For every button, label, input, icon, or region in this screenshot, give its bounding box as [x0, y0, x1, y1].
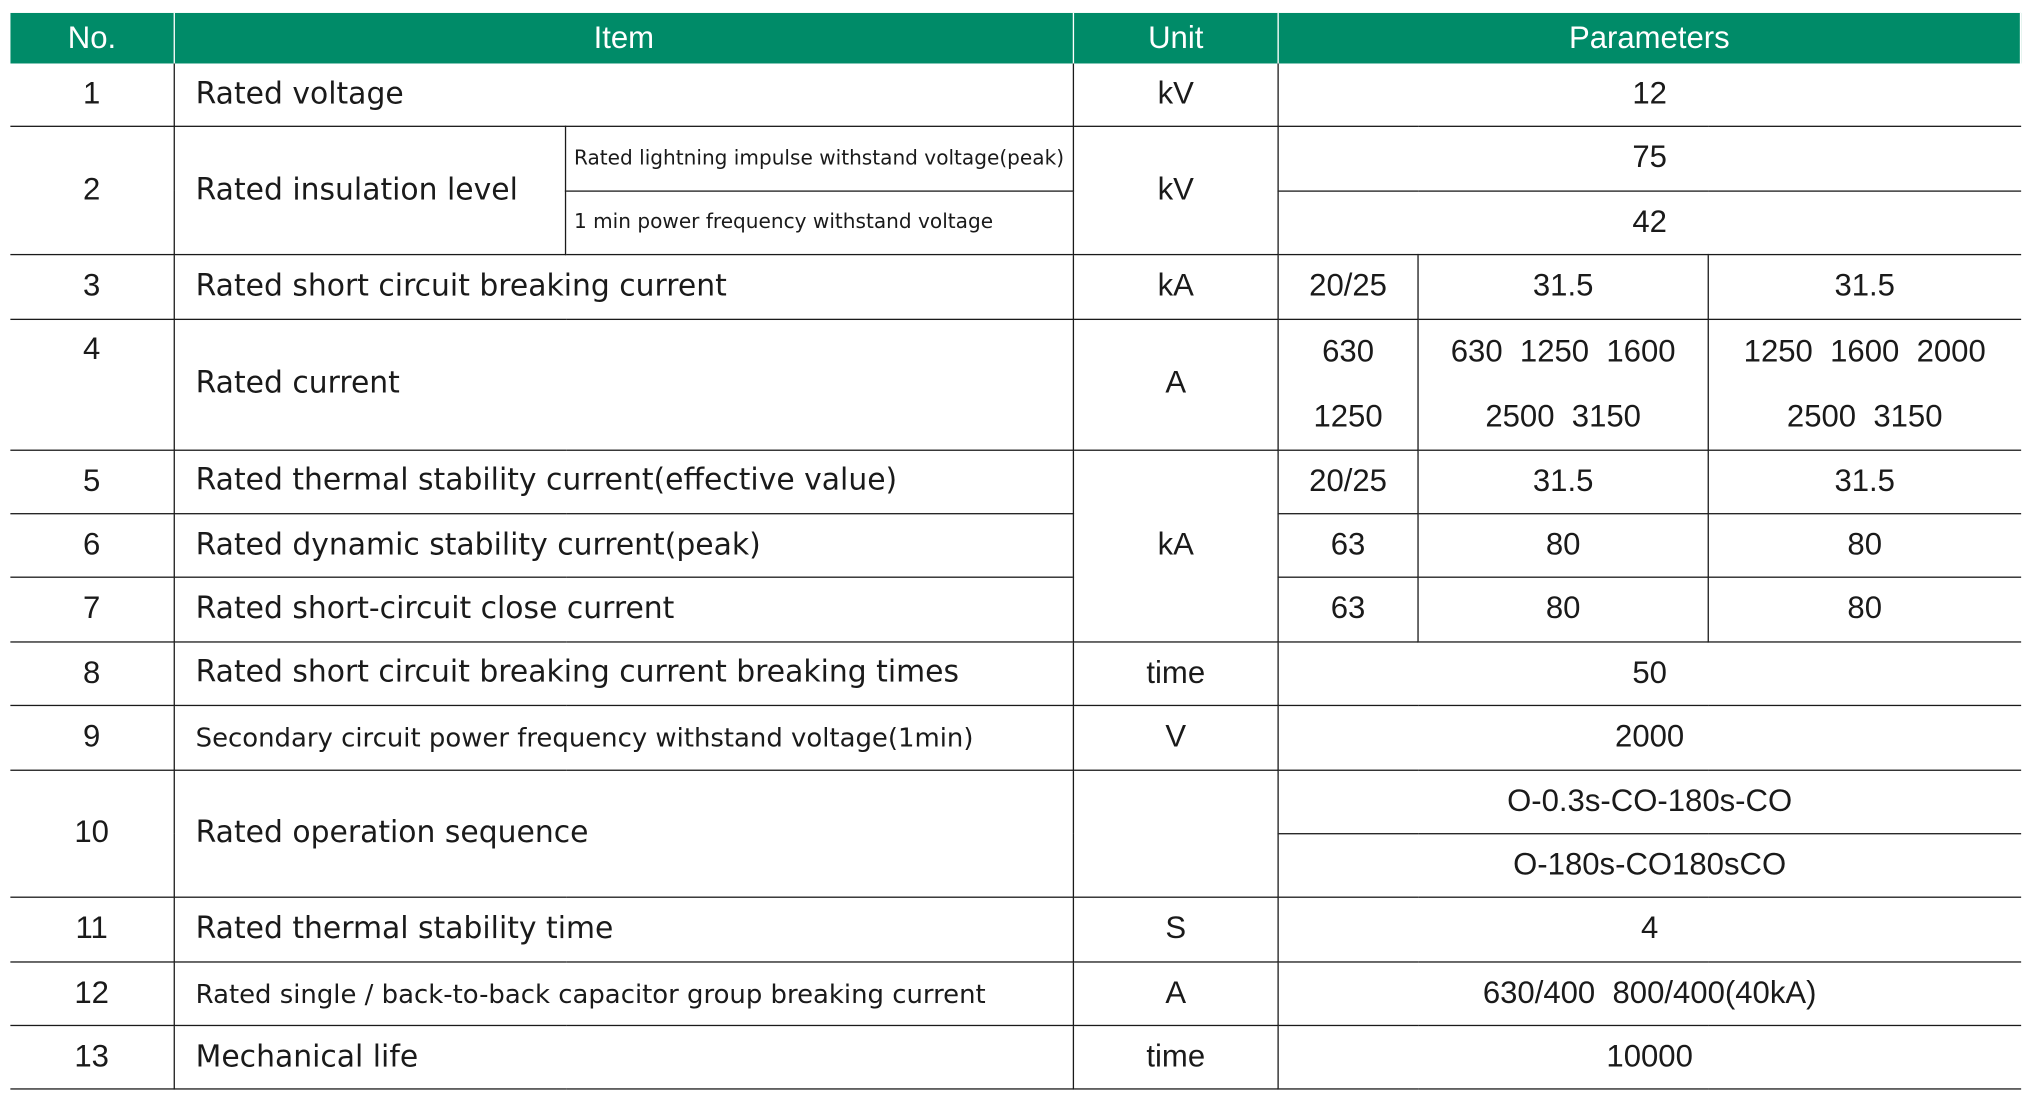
- table-row: [10, 514, 2021, 578]
- value-line: 1250: [1313, 398, 1383, 434]
- row-no: 10: [10, 770, 175, 898]
- row-value: 20/25: [1278, 450, 1418, 514]
- row-value: 2000: [1278, 706, 2020, 770]
- row-value: [1708, 319, 2020, 450]
- row-unit: A: [1073, 962, 1278, 1026]
- value-line: 1250 1600 2000: [1743, 333, 1986, 369]
- row-unit: kA: [1073, 255, 1278, 319]
- row-no: 4: [10, 319, 175, 450]
- row-item: Mechanical life: [174, 1026, 1073, 1090]
- row-unit: kV: [1073, 63, 1278, 126]
- row-unit: V: [1073, 706, 1278, 770]
- row-no: 8: [10, 642, 175, 706]
- row-subitem: 1 min power frequency withstand voltage: [566, 191, 1074, 255]
- row-value: 63: [1278, 514, 1418, 578]
- row-subitem: Rated lightning impulse withstand voltage(peak): [566, 127, 1074, 191]
- value-line: 630: [1322, 333, 1375, 369]
- row-value: 20/25: [1278, 255, 1418, 319]
- row-value: 31.5: [1418, 450, 1708, 514]
- row-value: 31.5: [1708, 450, 2020, 514]
- row-unit: time: [1073, 1026, 1278, 1090]
- table-row: [10, 706, 2021, 770]
- table-row: [10, 450, 2021, 514]
- header-no: No.: [10, 13, 175, 64]
- row-value: 12: [1278, 63, 2020, 126]
- row-unit: time: [1073, 642, 1278, 706]
- row-no: 2: [10, 127, 175, 255]
- table-row: [10, 255, 2021, 319]
- row-no: 5: [10, 450, 175, 514]
- header-item: Item: [174, 13, 1073, 64]
- row-item: Rated short circuit breaking current breaking times: [174, 642, 1073, 706]
- row-value: 80: [1418, 514, 1708, 578]
- row-no: 9: [10, 706, 175, 770]
- table-row: [10, 642, 2021, 706]
- row-item: Rated short-circuit close current: [174, 578, 1073, 642]
- row-item: Rated current: [174, 319, 1073, 450]
- row-value: 80: [1418, 578, 1708, 642]
- row-no: 11: [10, 898, 175, 962]
- row-item: Rated single / back-to-back capacitor group breaking current: [174, 962, 1073, 1026]
- row-value: 50: [1278, 642, 2020, 706]
- row-value: O-180s-CO180sCO: [1278, 834, 2020, 898]
- row-value: 630/400 800/400(40kA): [1278, 962, 2020, 1026]
- row-item: Secondary circuit power frequency withstand voltage(1min): [174, 706, 1073, 770]
- table-row: [10, 1026, 2021, 1090]
- row-value: 31.5: [1708, 255, 2020, 319]
- table-row: [10, 63, 2021, 126]
- row-value: O-0.3s-CO-180s-CO: [1278, 770, 2020, 834]
- table-row: [10, 127, 2021, 191]
- row-item: Rated thermal stability time: [174, 898, 1073, 962]
- row-value: 80: [1708, 514, 2020, 578]
- row-value: [1418, 319, 1708, 450]
- table-row: [10, 898, 2021, 962]
- row-no: 3: [10, 255, 175, 319]
- row-value: 63: [1278, 578, 1418, 642]
- row-value: 80: [1708, 578, 2020, 642]
- row-no: 1: [10, 63, 175, 126]
- row-item: Rated thermal stability current(effective value): [174, 450, 1073, 514]
- value-line: 2500 3150: [1786, 398, 1943, 434]
- table-row: [10, 578, 2021, 642]
- row-no: 6: [10, 514, 175, 578]
- row-item: Rated insulation level: [174, 127, 565, 255]
- table-header-row: [10, 13, 2021, 64]
- row-unit: A: [1073, 319, 1278, 450]
- value-line: 2500 3150: [1485, 398, 1641, 434]
- row-value: 4: [1278, 898, 2020, 962]
- row-no: 7: [10, 578, 175, 642]
- header-parameters: Parameters: [1278, 13, 2020, 64]
- row-unit: kA: [1073, 450, 1278, 642]
- row-value: 42: [1278, 191, 2020, 255]
- value-line: 630 1250 1600: [1450, 333, 1676, 369]
- parameters-table: [9, 13, 2021, 1090]
- row-value: [1278, 319, 1418, 450]
- header-unit: Unit: [1073, 13, 1278, 64]
- row-no: 12: [10, 962, 175, 1026]
- table-row: [10, 770, 2021, 834]
- row-value: 31.5: [1418, 255, 1708, 319]
- row-item: Rated operation sequence: [174, 770, 1073, 898]
- row-no: 13: [10, 1026, 175, 1090]
- row-value: 10000: [1278, 1026, 2020, 1090]
- row-item: Rated voltage: [174, 63, 1073, 126]
- table-row: [10, 319, 2021, 450]
- row-item: Rated dynamic stability current(peak): [174, 514, 1073, 578]
- row-unit: S: [1073, 898, 1278, 962]
- row-value: 75: [1278, 127, 2020, 191]
- row-unit: [1073, 770, 1278, 898]
- table-row: [10, 962, 2021, 1026]
- row-unit: kV: [1073, 127, 1278, 255]
- row-item: Rated short circuit breaking current: [174, 255, 1073, 319]
